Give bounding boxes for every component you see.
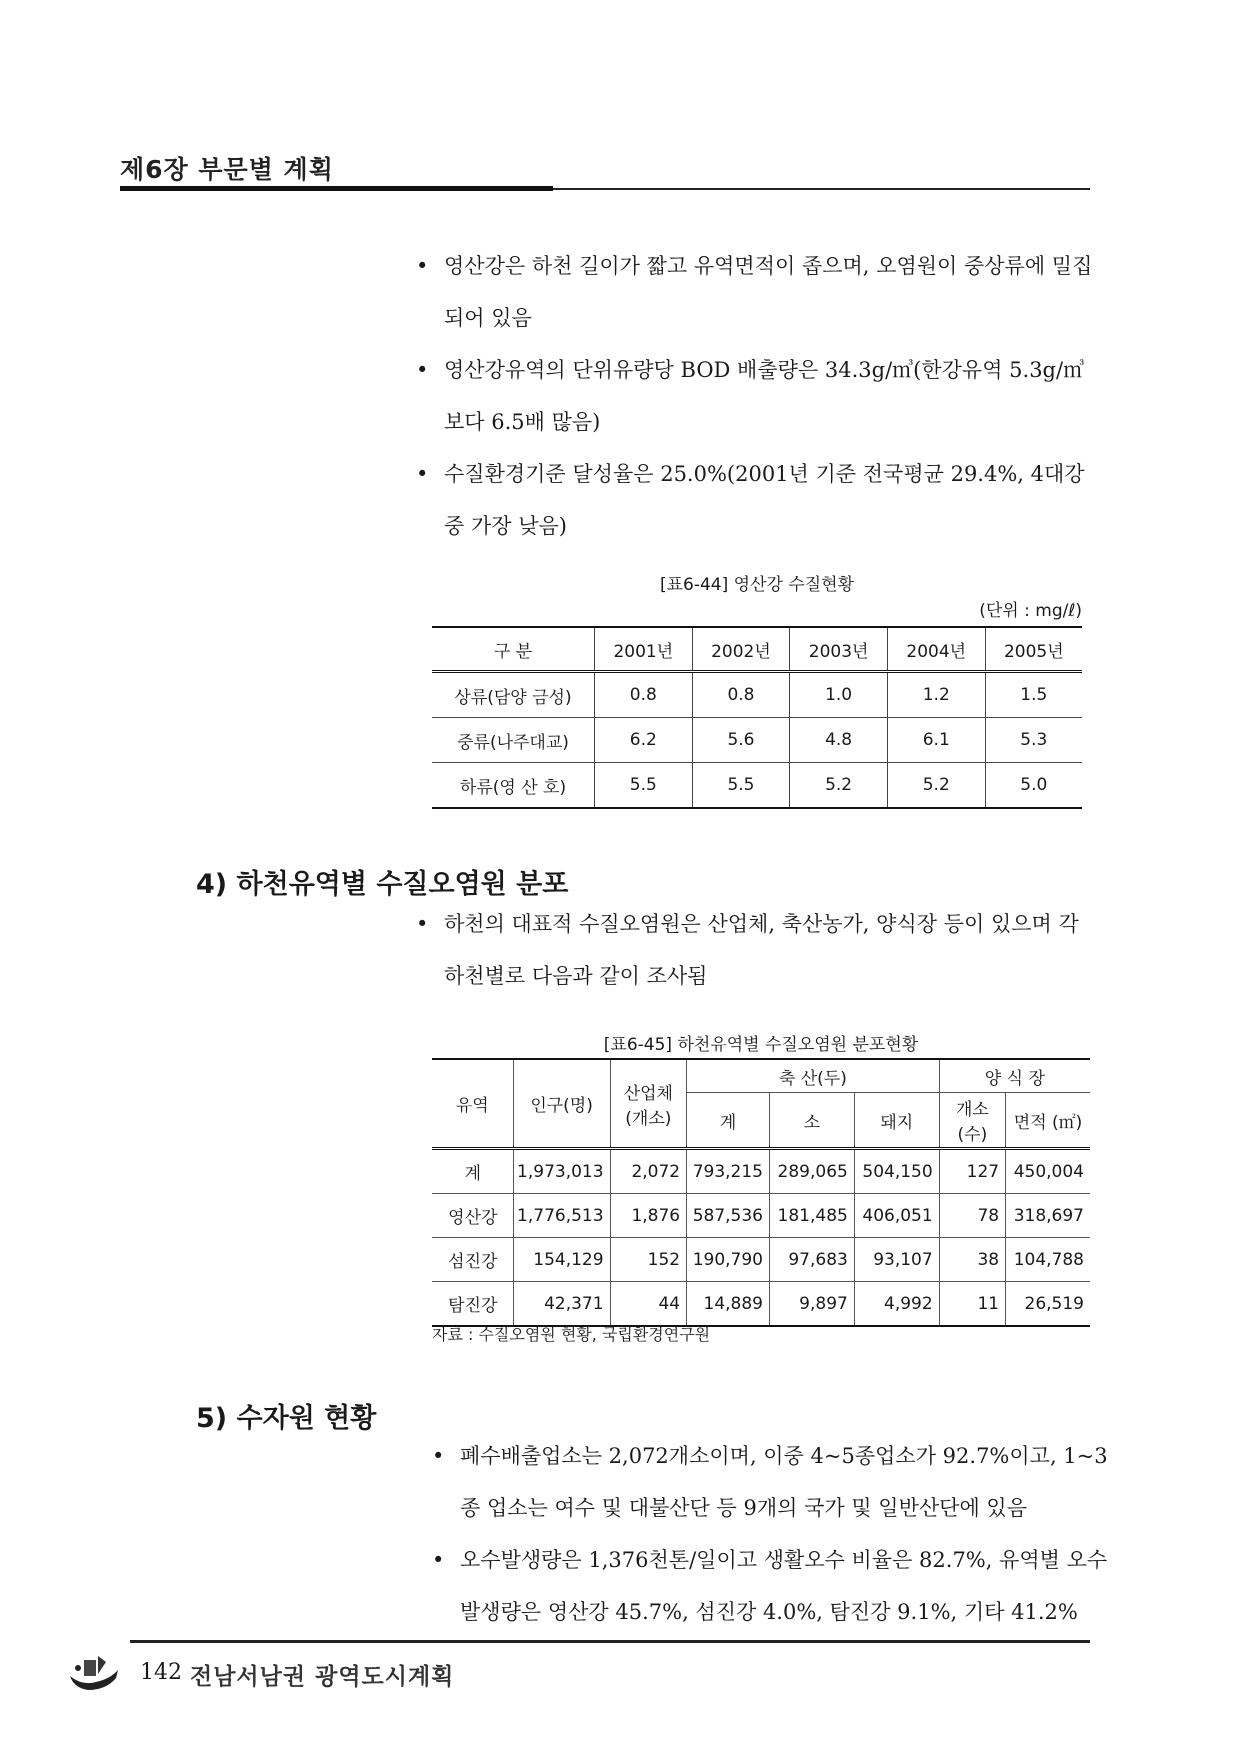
row-label: 탐진강 — [432, 1282, 513, 1327]
col-header: 양 식 장 — [939, 1059, 1090, 1093]
table-cell: 44 — [610, 1282, 687, 1327]
bullet-text: 하천의 대표적 수질오염원은 산업체, 축산농가, 양식장 등이 있으며 각 하천별로 다음과 같이 조사됨 — [444, 912, 1079, 988]
table-cell: 1,973,013 — [513, 1149, 610, 1194]
row-label: 계 — [432, 1149, 513, 1194]
bullet-text: 오수발생량은 1,376천톤/일이고 생활오수 비율은 82.7%, 유역별 오수발생량은 영산강 45.7%, 섬진강 4.0%, 탐진강 9.1%, 기타 41.2% — [460, 1548, 1108, 1624]
table-cell: 93,107 — [854, 1238, 939, 1282]
table-cell: 5.6 — [692, 718, 790, 763]
bullet-item — [416, 448, 1104, 552]
table-cell: 5.3 — [985, 718, 1082, 763]
table-row — [432, 1194, 1090, 1238]
table-cell: 1.2 — [887, 672, 985, 718]
table-cell: 289,065 — [770, 1149, 855, 1194]
table-cell: 154,129 — [513, 1238, 610, 1282]
col-header: 2004년 — [887, 627, 985, 672]
table44-unit: (단위 : mg/ℓ) — [979, 601, 1082, 621]
table-header-row — [432, 1059, 1090, 1093]
table-cell: 181,485 — [770, 1194, 855, 1238]
footer-rule — [130, 1640, 1090, 1643]
header-rule-thin — [553, 188, 1090, 190]
bullet-item — [416, 240, 1104, 344]
bullet-item — [432, 1430, 1120, 1534]
footer-doc-title: 전남서남권 광역도시계획 — [190, 1664, 455, 1690]
table-cell: 587,536 — [687, 1194, 770, 1238]
table-cell: 26,519 — [1006, 1282, 1090, 1327]
bullet-text: 폐수배출업소는 2,072개소이며, 이중 4~5종업소가 92.7%이고, 1~3종 업소는 여수 및 대불산단 등 9개의 국가 및 일반산단에 있음 — [460, 1444, 1108, 1520]
table-cell: 42,371 — [513, 1282, 610, 1327]
table-cell: 11 — [939, 1282, 1005, 1327]
table-cell: 450,004 — [1006, 1149, 1090, 1194]
col-header: 개소 (수) — [939, 1093, 1005, 1149]
row-label: 하류(영 산 호) — [432, 763, 595, 809]
table-cell: 4,992 — [854, 1282, 939, 1327]
table-cell: 14,889 — [687, 1282, 770, 1327]
table-cell: 0.8 — [692, 672, 790, 718]
ship-logo-icon — [66, 1652, 122, 1692]
table-cell: 5.2 — [887, 763, 985, 809]
col-header: 유역 — [432, 1059, 513, 1149]
table-cell: 6.1 — [887, 718, 985, 763]
col-header: 돼지 — [854, 1093, 939, 1149]
table-cell: 38 — [939, 1238, 1005, 1282]
col-header: 2003년 — [790, 627, 888, 672]
header-rule — [120, 186, 553, 191]
bullet-dot-icon: • — [416, 254, 429, 278]
bullet-dot-icon: • — [416, 912, 429, 936]
table-cell: 5.2 — [790, 763, 888, 809]
table-cell: 4.8 — [790, 718, 888, 763]
table-cell: 190,790 — [687, 1238, 770, 1282]
row-label: 중류(나주대교) — [432, 718, 595, 763]
table-row — [432, 718, 1082, 763]
table-header-row — [432, 627, 1082, 672]
bullet-dot-icon: • — [432, 1444, 445, 1468]
col-header: 2005년 — [985, 627, 1082, 672]
bullet-text: 수질환경기준 달성율은 25.0%(2001년 기준 전국평균 29.4%, 4대강 중 가장 낮음) — [444, 462, 1085, 538]
table-cell: 406,051 — [854, 1194, 939, 1238]
col-header: 소 — [770, 1093, 855, 1149]
table-cell: 5.5 — [692, 763, 790, 809]
table-cell: 1.5 — [985, 672, 1082, 718]
bullet-dot-icon: • — [416, 358, 429, 382]
pollution-source-table — [432, 1058, 1090, 1327]
table-cell: 1,876 — [610, 1194, 687, 1238]
col-header: 인구(명) — [513, 1059, 610, 1149]
table-cell: 1.0 — [790, 672, 888, 718]
table-cell: 78 — [939, 1194, 1005, 1238]
col-header: 2001년 — [595, 627, 693, 672]
col-header: 축 산(두) — [687, 1059, 940, 1093]
col-header: 2002년 — [692, 627, 790, 672]
table-cell: 104,788 — [1006, 1238, 1090, 1282]
table-cell: 504,150 — [854, 1149, 939, 1194]
page-number: 142 — [140, 1660, 182, 1685]
section-heading: 4) 하천유역별 수질오염원 분포 — [196, 869, 569, 900]
bullet-item — [416, 898, 1104, 1002]
table-cell: 127 — [939, 1149, 1005, 1194]
table-row — [432, 763, 1082, 809]
bullet-item — [432, 1534, 1120, 1638]
col-header: 계 — [687, 1093, 770, 1149]
water-quality-table — [432, 626, 1082, 809]
col-header: 산업체 (개소) — [610, 1059, 687, 1149]
table44-caption: [표6-44] 영산강 수질현황 — [659, 575, 855, 595]
bullet-text: 영산강은 하천 길이가 짧고 유역면적이 좁으며, 오염원이 중상류에 밀집되어 있음 — [444, 254, 1093, 330]
table-cell: 6.2 — [595, 718, 693, 763]
row-label: 영산강 — [432, 1194, 513, 1238]
table-row — [432, 1282, 1090, 1327]
table-row — [432, 1149, 1090, 1194]
table-cell: 5.5 — [595, 763, 693, 809]
section-heading: 5) 수자원 현황 — [196, 1403, 377, 1434]
table-row — [432, 672, 1082, 718]
bullet-dot-icon: • — [432, 1548, 445, 1572]
table-cell: 318,697 — [1006, 1194, 1090, 1238]
col-header: 면적 (㎡) — [1006, 1093, 1090, 1149]
table-cell: 5.0 — [985, 763, 1082, 809]
bullet-text: 영산강유역의 단위유량당 BOD 배출량은 34.3g/㎥(한강유역 5.3g/㎥ 보다 6.5배 많음) — [444, 358, 1085, 434]
table-cell: 0.8 — [595, 672, 693, 718]
bullet-item — [416, 344, 1104, 448]
table-cell: 9,897 — [770, 1282, 855, 1327]
table-row — [432, 1238, 1090, 1282]
table-cell: 793,215 — [687, 1149, 770, 1194]
row-label: 상류(담양 금성) — [432, 672, 595, 718]
table-cell: 2,072 — [610, 1149, 687, 1194]
col-header: 구 분 — [432, 627, 595, 672]
bullet-dot-icon: • — [416, 462, 429, 486]
table-cell: 97,683 — [770, 1238, 855, 1282]
table-cell: 1,776,513 — [513, 1194, 610, 1238]
chapter-header: 제6장 부문별 계획 — [120, 155, 334, 184]
row-label: 섬진강 — [432, 1238, 513, 1282]
table45-caption: [표6-45] 하천유역별 수질오염원 분포현황 — [603, 1035, 919, 1055]
table-cell: 152 — [610, 1238, 687, 1282]
table-source-note: 자료 : 수질오염원 현황, 국립환경연구원 — [432, 1325, 711, 1344]
